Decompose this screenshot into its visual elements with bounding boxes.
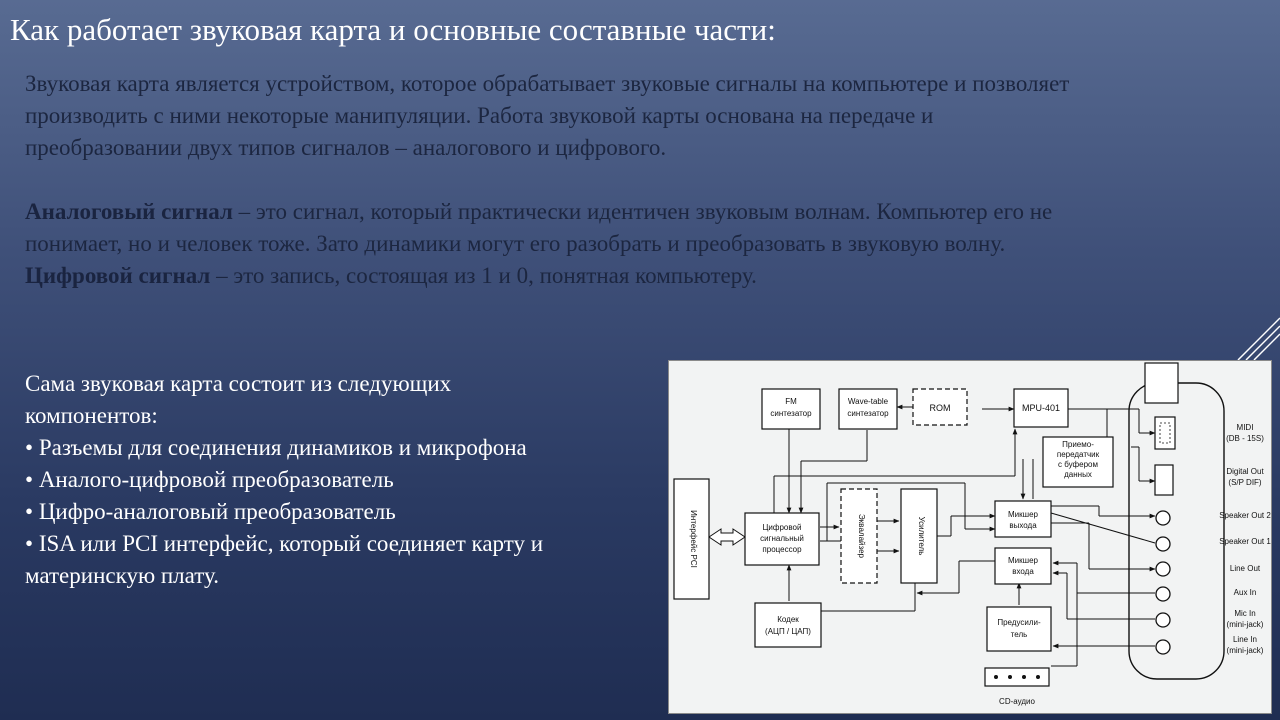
port-label: Speaker Out 1 — [1219, 537, 1271, 546]
audio-jacks — [1156, 511, 1170, 654]
jack-icon — [1156, 587, 1170, 601]
component-item: • ISA или PCI интерфейс, который соединяет карту и материнскую плату. — [25, 528, 655, 592]
codec-block — [755, 603, 821, 647]
analog-definition — [25, 196, 1255, 228]
jack-icon — [1156, 613, 1170, 627]
sound-card-diagram — [668, 360, 1272, 714]
transceiver-label: передатчик — [1056, 450, 1100, 459]
port-label: MIDI — [1236, 423, 1254, 432]
codec-label: (АЦП / ЦАП) — [765, 627, 811, 636]
transceiver-label: Приемо- — [1062, 440, 1094, 449]
dsp-label: Цифровой — [762, 523, 802, 532]
components-heading — [25, 368, 655, 432]
transceiver-label: с буфером — [1058, 460, 1098, 469]
port-label: (DB - 15S) — [1226, 434, 1264, 443]
jack-icon — [1156, 640, 1170, 654]
analog-line1: – это сигнал, который практически идентичен звуковым волнам. Компьютер его не — [232, 199, 1053, 224]
digital-definition — [25, 260, 1255, 292]
mixer-input-block — [995, 548, 1051, 584]
intro-line: Звуковая карта является устройством, которое обрабатывает звуковые сигналы на компьютере и позволяет — [25, 71, 1070, 96]
bracket-tab — [1145, 363, 1178, 403]
amplifier-label: Усилитель — [917, 516, 926, 556]
dsp-label: сигнальный — [760, 534, 804, 543]
pci-label: Интерфейс PCI — [689, 510, 698, 568]
mixer-output-block — [995, 501, 1051, 537]
preamp-label: Предусили- — [997, 618, 1041, 627]
port-label: (mini-jack) — [1226, 646, 1264, 655]
intro-text — [25, 68, 1255, 292]
fm-label: FM — [785, 397, 797, 406]
analog-term: Аналоговый сигнал — [25, 199, 233, 224]
cd-audio-label: CD-аудио — [999, 697, 1035, 706]
mpu-label: MPU-401 — [1021, 403, 1061, 413]
jack-icon — [1156, 511, 1170, 525]
rom-label: ROM — [929, 403, 951, 413]
jack-icon — [1156, 562, 1170, 576]
jack-icon — [1156, 537, 1170, 551]
components-list — [25, 432, 655, 592]
midi-connector-icon — [1155, 417, 1175, 449]
analog-line2: понимает, но и человек тоже. Зато динамики могут его разобрать и преобразовать в звуковую волну. — [25, 231, 1006, 256]
component-item: • Разъемы для соединения динамиков и микрофона — [25, 432, 655, 464]
port-label: Aux In — [1233, 588, 1257, 597]
fm-label: синтезатор — [770, 409, 812, 418]
equalizer-label: Эквалайзер — [857, 514, 866, 558]
intro-line: производить с ними некоторые манипуляции. Работа звуковой карты основана на передаче и — [25, 103, 934, 128]
corner-decoration — [1230, 312, 1280, 362]
pci-bus-arrow-icon — [709, 529, 745, 545]
mixer-input-label: Микшер — [1008, 556, 1038, 565]
preamp-block — [987, 607, 1051, 651]
port-label: Line Out — [1229, 564, 1261, 573]
transceiver-label: данных — [1064, 470, 1092, 479]
port-label: Mic In — [1234, 609, 1256, 618]
connector-panel — [1129, 383, 1224, 679]
mixer-input-label: входа — [1012, 567, 1034, 576]
port-label: (mini-jack) — [1226, 620, 1264, 629]
wavetable-label: Wave-table — [847, 397, 889, 406]
component-item: • Цифро-аналоговый преобразователь — [25, 496, 655, 528]
port-label: Speaker Out 2 — [1219, 511, 1271, 520]
digital-desc: – это запись, состоящая из 1 и 0, понятная компьютеру. — [210, 263, 757, 288]
wavetable-label: синтезатор — [847, 409, 889, 418]
diagram-svg — [669, 361, 1271, 713]
digital-term: Цифровой сигнал — [25, 263, 211, 288]
mixer-output-label: Микшер — [1008, 510, 1038, 519]
spdif-connector-icon — [1155, 465, 1173, 495]
preamp-label: тель — [1010, 630, 1028, 639]
port-label: Digital Out — [1226, 467, 1264, 476]
intro-line: преобразовании двух типов сигналов – аналогового и цифрового. — [25, 135, 667, 160]
components-section — [25, 368, 655, 592]
port-label: Line In — [1232, 635, 1258, 644]
slide-title: Как работает звуковая карта и основные составные части: — [10, 12, 776, 47]
codec-label: Кодек — [777, 615, 799, 624]
components-heading-line: компонентов: — [25, 403, 158, 428]
port-label: (S/P DIF) — [1228, 478, 1262, 487]
dsp-label: процессор — [762, 545, 802, 554]
mixer-output-label: выхода — [1009, 521, 1037, 530]
components-heading-line: Сама звуковая карта состоит из следующих — [25, 371, 452, 396]
component-item: • Аналого-цифровой преобразователь — [25, 464, 655, 496]
